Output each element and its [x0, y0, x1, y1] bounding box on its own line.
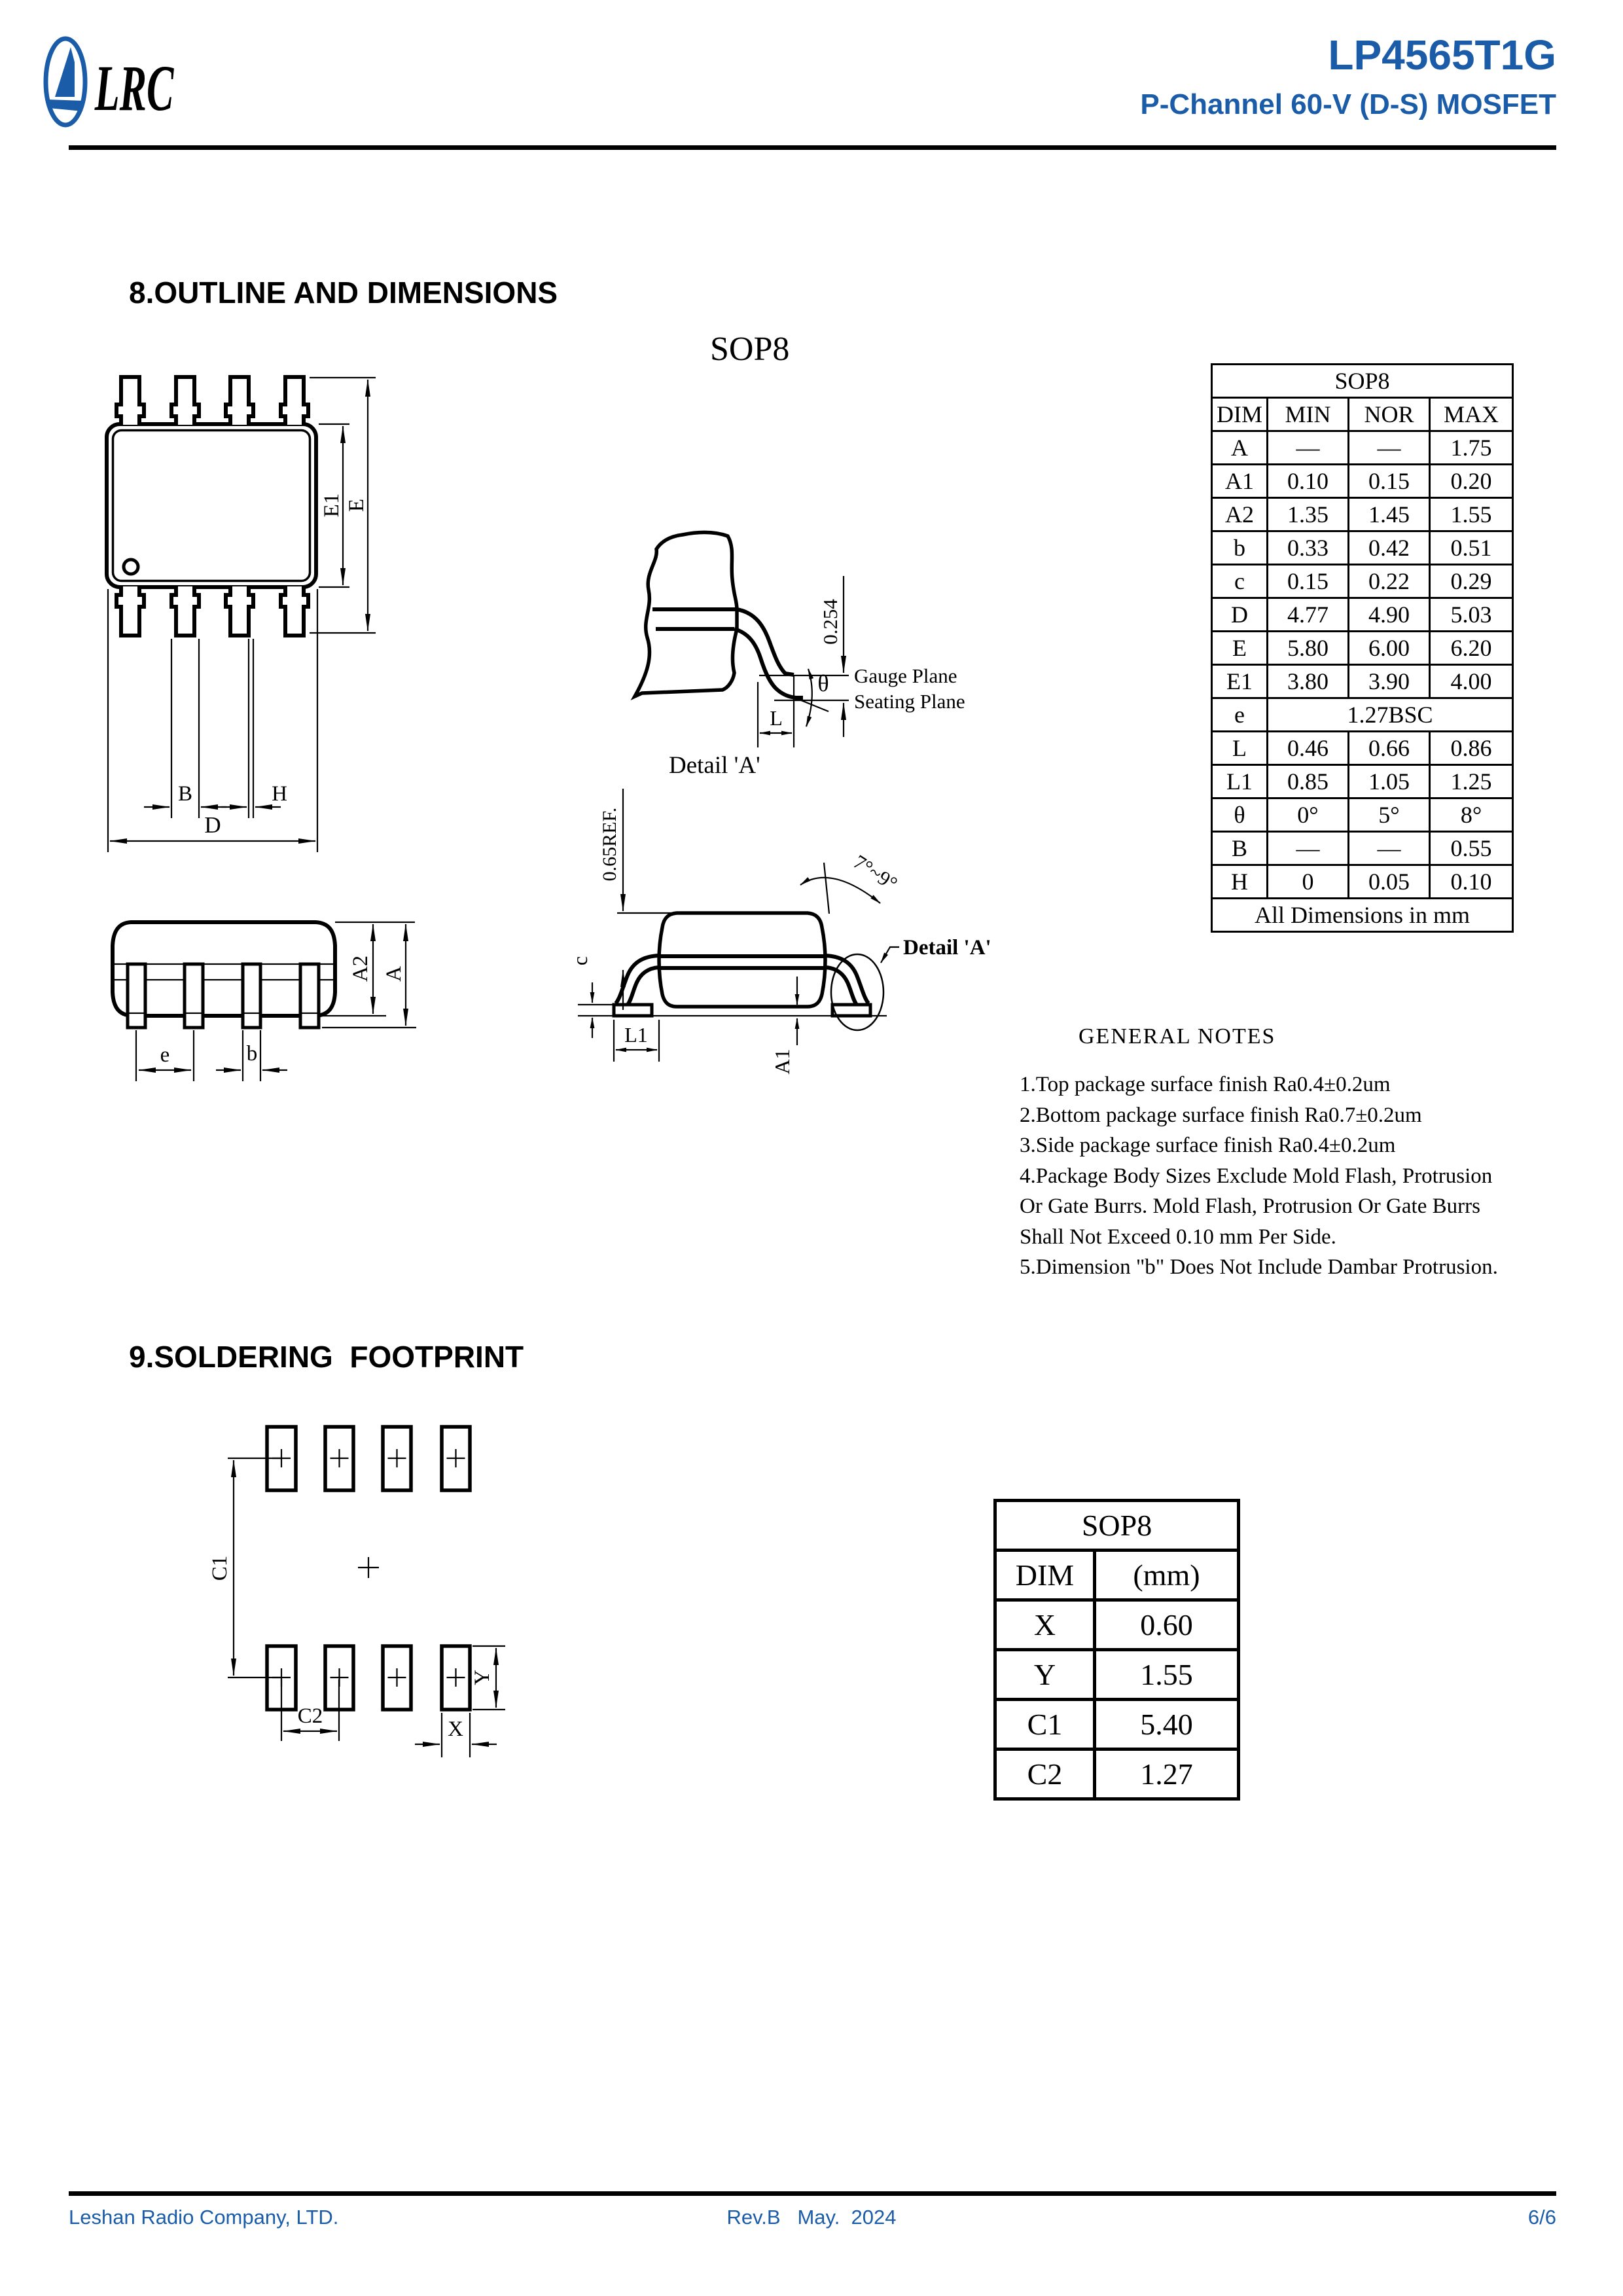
dim-label-D: D — [204, 812, 221, 838]
detail-a-caption: Detail 'A' — [669, 752, 760, 779]
dim-table-cell: 3.80 — [1268, 665, 1349, 698]
dim-table-cell: 0.10 — [1268, 465, 1349, 498]
general-notes-title: GENERAL NOTES — [1079, 1024, 1276, 1049]
gauge-plane-label: Gauge Plane — [854, 664, 957, 687]
fp-table-row — [995, 1749, 1239, 1799]
dim-table-col-header: DIM — [1212, 398, 1268, 431]
general-note-line: 3.Side package surface finish Ra0.4±0.2um — [1020, 1134, 1396, 1157]
dim-table-col-header: NOR — [1349, 398, 1430, 431]
side-view-drawing — [563, 772, 1021, 1100]
dim-table-row — [1212, 565, 1513, 598]
dim-table-cell: 8° — [1430, 798, 1513, 832]
gauge-offset-label: 0.254 — [819, 599, 842, 645]
dim-table-row — [1212, 698, 1513, 732]
dim-table-cell: L — [1212, 732, 1268, 765]
dim-table-cell: — — [1268, 431, 1349, 465]
dim-label-Y: Y — [471, 1670, 494, 1685]
fp-table-cell: 0.60 — [1095, 1600, 1239, 1650]
dim-table-cell: E1 — [1212, 665, 1268, 698]
dim-table-row — [1212, 431, 1513, 465]
fp-table-row — [995, 1600, 1239, 1650]
dim-table-cell: A — [1212, 431, 1268, 465]
package-name-label: SOP8 — [710, 331, 790, 368]
side-view-body — [614, 913, 887, 1030]
fp-table-row — [995, 1700, 1239, 1749]
dim-label-C1: C1 — [208, 1555, 232, 1581]
general-note-line: 5.Dimension "b" Does Not Include Dambar Protrusion. — [1020, 1255, 1498, 1279]
dim-table-cell: 0.46 — [1268, 732, 1349, 765]
dim-table-cell: 4.90 — [1349, 598, 1430, 632]
dim-table-cell: 0.51 — [1430, 531, 1513, 565]
footprint-center-mark-icon — [358, 1557, 379, 1578]
dim-table-cell: 1.25 — [1430, 765, 1513, 798]
dim-table-row — [1212, 865, 1513, 899]
dim-label-L1: L1 — [624, 1023, 648, 1047]
dim-table-cell: 0.55 — [1430, 832, 1513, 865]
dim-table-cell: 4.00 — [1430, 665, 1513, 698]
dim-label-e: e — [160, 1043, 170, 1067]
dim-table-cell: 0.42 — [1349, 531, 1430, 565]
dim-table-cell: 0.10 — [1430, 865, 1513, 899]
lead-detail-body — [635, 532, 803, 698]
dim-table-cell: 1.75 — [1430, 431, 1513, 465]
dim-label-E: E — [345, 498, 368, 512]
footer-company: Leshan Radio Company, LTD. — [69, 2206, 339, 2229]
dim-table-cell: θ — [1212, 798, 1268, 832]
lrc-logo-mark-icon — [46, 39, 85, 125]
dim-label-A2: A2 — [349, 955, 372, 982]
dim-table-title: SOP8 — [1212, 365, 1513, 398]
dim-table-cell: H — [1212, 865, 1268, 899]
dim-label-c: c — [568, 956, 592, 966]
dim-label-C2: C2 — [297, 1704, 323, 1728]
dim-label-B: B — [177, 782, 193, 806]
dim-table-cell: D — [1212, 598, 1268, 632]
dim-table-cell: — — [1349, 832, 1430, 865]
dim-table-cell: 1.27BSC — [1268, 698, 1513, 732]
dim-table-cell: 4.77 — [1268, 598, 1349, 632]
dim-table-cell: B — [1212, 832, 1268, 865]
dim-table-cell: 3.90 — [1349, 665, 1430, 698]
dim-table-cell: 1.45 — [1349, 498, 1430, 531]
dim-table-cell: 0° — [1268, 798, 1349, 832]
general-note-line: 1.Top package surface finish Ra0.4±0.2um — [1020, 1073, 1391, 1096]
fp-table-col-header: (mm) — [1095, 1551, 1239, 1600]
dim-table-col-header: MAX — [1430, 398, 1513, 431]
dimension-table — [1211, 363, 1514, 933]
fp-table-title-row — [995, 1501, 1239, 1551]
footer-revision: Rev.B May. 2024 — [726, 2206, 897, 2229]
dim-table-cell: 0.15 — [1268, 565, 1349, 598]
fp-table-col-header: DIM — [995, 1551, 1095, 1600]
dim-label-E1: E1 — [320, 493, 344, 518]
part-subtitle: P-Channel 60-V (D-S) MOSFET — [1140, 88, 1556, 120]
dim-table-row — [1212, 665, 1513, 698]
dim-table-row — [1212, 632, 1513, 665]
dim-table-cell: 0.66 — [1349, 732, 1430, 765]
dim-table-row — [1212, 598, 1513, 632]
general-notes — [1020, 1069, 1498, 1283]
dim-table-cell: e — [1212, 698, 1268, 732]
front-view-drawing — [98, 903, 438, 1100]
footprint-pads — [267, 1427, 470, 1710]
dim-table-cell: 0.05 — [1349, 865, 1430, 899]
top-view-drawing — [65, 353, 484, 864]
fp-table-cell: 1.55 — [1095, 1650, 1239, 1700]
lrc-logo — [38, 33, 234, 131]
dim-table-row — [1212, 498, 1513, 531]
dim-table-cell: — — [1349, 431, 1430, 465]
fp-table-cell: C2 — [995, 1749, 1095, 1799]
dim-table-row — [1212, 832, 1513, 865]
dim-table-cell: 0.22 — [1349, 565, 1430, 598]
part-number: LP4565T1G — [1328, 31, 1556, 79]
dim-table-cell: 6.00 — [1349, 632, 1430, 665]
dim-label-A: A — [382, 966, 406, 982]
dim-table-row — [1212, 798, 1513, 832]
dim-table-cell: — — [1268, 832, 1349, 865]
dim-table-footnote-row — [1212, 899, 1513, 932]
fp-table-title: SOP8 — [995, 1501, 1239, 1551]
dim-table-cell: 0.85 — [1268, 765, 1349, 798]
section-9-heading: 9.SOLDERING FOOTPRINT — [129, 1340, 524, 1374]
fp-table-cell: X — [995, 1600, 1095, 1650]
angle-theta-label: θ — [817, 670, 829, 696]
lead-detail-drawing — [615, 504, 995, 785]
dim-table-cell: 0 — [1268, 865, 1349, 899]
fp-table-cell: 1.27 — [1095, 1749, 1239, 1799]
dim-table-cell: A1 — [1212, 465, 1268, 498]
dim-table-cell: L1 — [1212, 765, 1268, 798]
dim-table-cell: b — [1212, 531, 1268, 565]
dim-table-footnote: All Dimensions in mm — [1212, 899, 1513, 932]
front-view-body — [113, 922, 335, 1028]
dim-table-cell: c — [1212, 565, 1268, 598]
general-note-line: Or Gate Burrs. Mold Flash, Protrusion Or Gate Burrs — [1020, 1194, 1480, 1218]
lead-angle-label: 7°~9° — [849, 850, 902, 895]
dim-table-cell: E — [1212, 632, 1268, 665]
dim-table-row — [1212, 465, 1513, 498]
footprint-drawing — [209, 1401, 517, 1767]
dim-label-065ref: 0.65REF. — [599, 807, 620, 882]
footer-page-number: 6/6 — [1527, 2206, 1556, 2229]
dim-table-title-row — [1212, 365, 1513, 398]
dim-label-L: L — [770, 706, 783, 730]
dim-table-cell: A2 — [1212, 498, 1268, 531]
dim-table-row — [1212, 765, 1513, 798]
dim-table-row — [1212, 531, 1513, 565]
footprint-dimensions — [208, 1458, 505, 1757]
fp-table-row — [995, 1650, 1239, 1700]
seating-plane-label: Seating Plane — [854, 690, 965, 713]
general-note-line: 2.Bottom package surface finish Ra0.7±0.2um — [1020, 1103, 1422, 1127]
dim-table-col-header: MIN — [1268, 398, 1349, 431]
fp-table-cell: C1 — [995, 1700, 1095, 1749]
dim-label-b: b — [246, 1042, 258, 1066]
dim-label-A1: A1 — [770, 1049, 794, 1075]
dim-table-cell: 5.03 — [1430, 598, 1513, 632]
dim-table-cell: 5° — [1349, 798, 1430, 832]
dim-table-cell: 1.05 — [1349, 765, 1430, 798]
dim-table-row — [1212, 732, 1513, 765]
fp-table-cell: Y — [995, 1650, 1095, 1700]
pin1-indicator-icon — [124, 560, 138, 574]
dim-table-cell: 0.33 — [1268, 531, 1349, 565]
dim-label-H: H — [272, 782, 287, 806]
general-note-line: 4.Package Body Sizes Exclude Mold Flash, Protrusion — [1020, 1164, 1493, 1188]
dim-table-cell: 0.20 — [1430, 465, 1513, 498]
general-note-line: Shall Not Exceed 0.10 mm Per Side. — [1020, 1225, 1336, 1249]
fp-table-cell: 5.40 — [1095, 1700, 1239, 1749]
dim-table-cell: 1.55 — [1430, 498, 1513, 531]
detail-a-pointer-label: Detail 'A' — [903, 936, 991, 960]
dim-table-cell: 1.35 — [1268, 498, 1349, 531]
fp-table-header-row — [995, 1551, 1239, 1600]
section-8-heading: 8.OUTLINE AND DIMENSIONS — [129, 276, 558, 310]
dim-table-cell: 0.86 — [1430, 732, 1513, 765]
logo-text: LRC — [94, 52, 174, 124]
dim-table-cell: 0.15 — [1349, 465, 1430, 498]
dim-table-cell: 0.29 — [1430, 565, 1513, 598]
dim-table-header-row — [1212, 398, 1513, 431]
dim-table-cell: 5.80 — [1268, 632, 1349, 665]
footer-rule — [69, 2191, 1556, 2196]
detail-a-callout-circle — [831, 954, 883, 1030]
header-rule — [69, 145, 1556, 150]
footprint-table — [993, 1499, 1240, 1801]
dim-label-X: X — [448, 1717, 463, 1741]
dim-table-cell: 6.20 — [1430, 632, 1513, 665]
package-body-top-view — [107, 377, 316, 636]
